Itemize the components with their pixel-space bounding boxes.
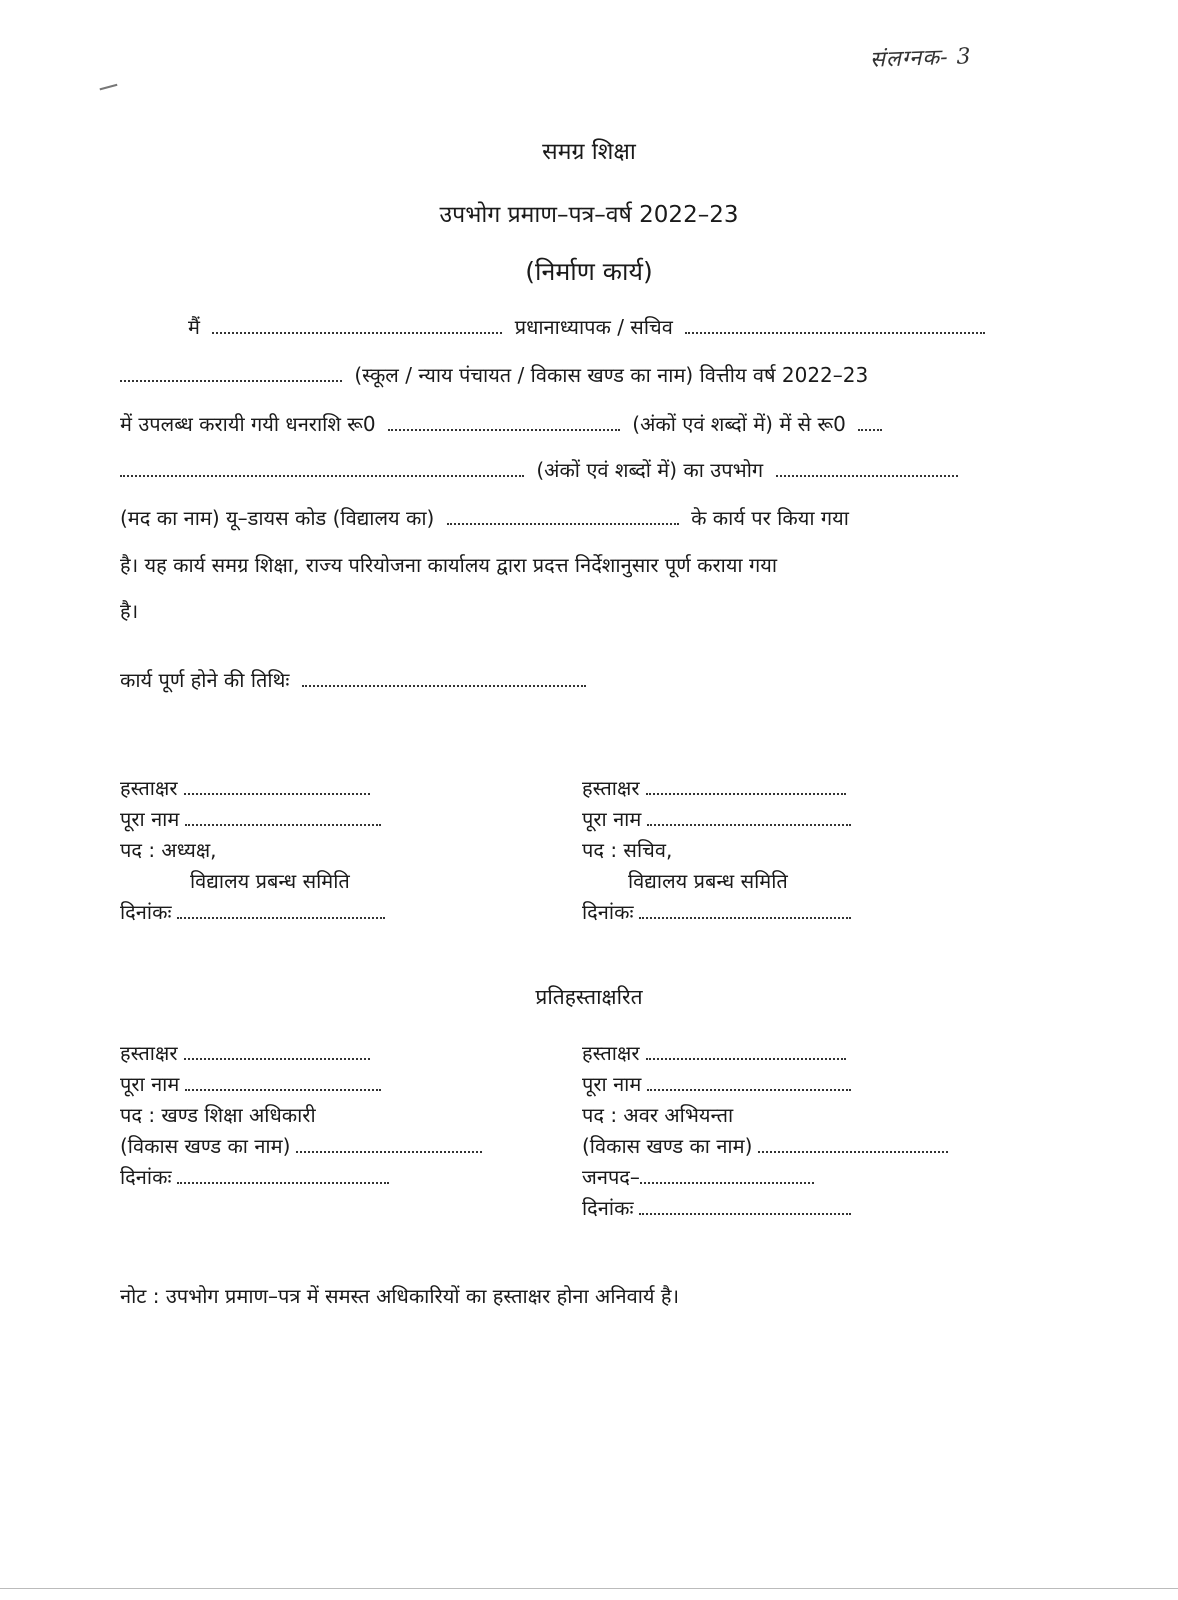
signature-block-je: हस्ताक्षर पूरा नाम पद : अवर अभियन्ता (विकास खण्ड का नाम) जनपद– दिनांकः xyxy=(582,1038,954,1224)
block-name-blank[interactable] xyxy=(296,1135,482,1153)
completion-date-line: कार्य पूर्ण होने की तिथिः xyxy=(120,666,1030,693)
name-blank[interactable] xyxy=(212,316,502,334)
signature-block-chairman: हस्ताक्षर पूरा नाम पद : अध्यक्ष, विद्यालय प्रबन्ध समिति दिनांकः xyxy=(120,773,391,928)
full-name-blank[interactable] xyxy=(185,1073,381,1091)
signature-blank[interactable] xyxy=(646,1042,846,1060)
date-blank[interactable] xyxy=(177,901,385,919)
date-blank[interactable] xyxy=(639,901,851,919)
utilization-blank[interactable] xyxy=(776,459,958,477)
amount-received-blank[interactable] xyxy=(388,413,620,431)
amount-used-blank[interactable] xyxy=(858,413,882,431)
amount-words-blank[interactable] xyxy=(120,459,524,477)
body-line-6: है। यह कार्य समग्र शिक्षा, राज्य परियोजना कार्यालय द्वारा प्रदत्त निर्देशानुसार पूर्ण कराया गया xyxy=(120,553,778,577)
district-blank[interactable] xyxy=(640,1166,814,1184)
body-line-7: है। xyxy=(120,599,139,623)
signature-blank[interactable] xyxy=(184,777,370,795)
body-line-5: (मद का नाम) यू–डायस कोड (विद्यालय का) के कार्य पर किया गया xyxy=(120,506,849,530)
full-name-blank[interactable] xyxy=(647,808,851,826)
body-line-3: में उपलब्ध करायी गयी धनराशि रू0 (अंकों एवं शब्दों में) में से रू0 xyxy=(120,410,1030,437)
signature-block-secretary: हस्ताक्षर पूरा नाम पद : सचिव, विद्यालय प्रबन्ध समिति दिनांकः xyxy=(582,773,857,928)
signature-blank[interactable] xyxy=(646,777,846,795)
page-edge-rule xyxy=(0,1588,1178,1589)
certificate-title: उपभोग प्रमाण–पत्र–वर्ष 2022–23 xyxy=(439,202,739,228)
designation-blank[interactable] xyxy=(685,316,985,334)
signature-block-beo: हस्ताक्षर पूरा नाम पद : खण्ड शिक्षा अधिकारी (विकास खण्ड का नाम) दिनांकः xyxy=(120,1038,488,1193)
annexure-label: संलग्नक- 3 xyxy=(869,44,972,73)
full-name-blank[interactable] xyxy=(185,808,381,826)
scan-mark xyxy=(100,84,119,94)
body-line-2: (स्कूल / न्याय पंचायत / विकास खण्ड का नाम) वित्तीय वर्ष 2022–23 xyxy=(120,361,1030,388)
block-name-blank[interactable] xyxy=(758,1135,948,1153)
body-line-1: मैं प्रधानाध्यापक / सचिव xyxy=(120,313,1030,340)
school-name-blank[interactable] xyxy=(120,364,342,382)
date-blank[interactable] xyxy=(177,1166,389,1184)
completion-date-blank[interactable] xyxy=(302,669,586,687)
udise-code-blank[interactable] xyxy=(447,507,679,525)
body-line-4: (अंकों एवं शब्दों में) का उपभोग xyxy=(120,456,1030,483)
full-name-blank[interactable] xyxy=(647,1073,851,1091)
work-type-title: (निर्माण कार्य) xyxy=(525,257,653,286)
scheme-title: समग्र शिक्षा xyxy=(542,139,636,165)
signature-blank[interactable] xyxy=(184,1042,370,1060)
countersigned-heading: प्रतिहस्ताक्षरित xyxy=(535,985,643,1009)
footer-note: नोट : उपभोग प्रमाण–पत्र में समस्त अधिकारियों का हस्ताक्षर होना अनिवार्य है। xyxy=(120,1284,680,1308)
date-blank[interactable] xyxy=(639,1197,851,1215)
